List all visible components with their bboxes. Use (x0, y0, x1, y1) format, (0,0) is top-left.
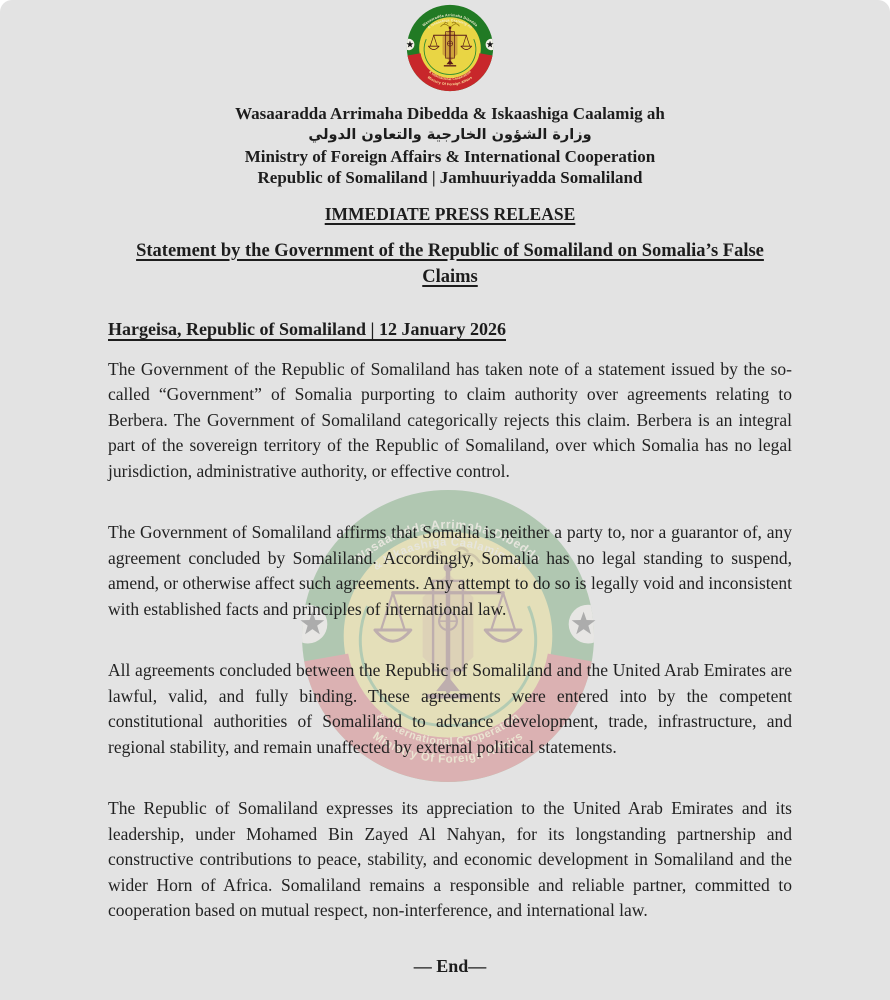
ministry-header-block (108, 103, 792, 189)
masthead (108, 4, 792, 189)
ministry-name-arabic: وزارة الشؤون الخارجية والتعاون الدولي (308, 126, 592, 143)
statement-paragraph-4: The Republic of Somaliland expresses its appreciation to the United Arab Emirates and its leadership, under Mohamed Bin Zayed Al Nahyan, for its longstanding partnership and constructive contributions to peace, stability, and economic development in Somaliland and the wider Horn of Africa. Somaliland remains a responsible and reliable partner, committed to cooperation based on mutual respect, non-interference, and international law. (108, 798, 792, 920)
ministry-name-english: Ministry of Foreign Affairs & International Cooperation (244, 146, 656, 166)
statement-paragraph-2: The Government of Somaliland affirms that Somalia is neither a party to, nor a guarantor of, any agreement concluded by Somaliland. Accordingly, Somalia has no legal standing to suspend, amend, or otherwise affect such agreements. Any attempt to do so is legally void and inconsistent with established facts and principles of international law. (108, 522, 792, 619)
republic-line: Republic of Somaliland | Jamhuuriyadda Somaliland (257, 168, 643, 187)
end-mark: — End— (413, 955, 487, 976)
ministry-name-somali: Wasaaradda Arrimaha Dibedda & Iskaashiga Caalamig ah (235, 104, 665, 123)
ministry-emblem-logo (406, 4, 494, 92)
statement-paragraph-3: All agreements concluded between the Republic of Somaliland and the United Arab Emirates are lawful, valid, and fully binding. These agreements were entered into by the competent constitutional authorities of Somaliland to advance development, trade, infrastructure, and regional stability, and remain unaffected by external political statements. (108, 660, 792, 757)
statement-title: Statement by the Government of the Republic of Somaliland on Somalia’s False Claims (136, 240, 764, 287)
press-release-kicker: IMMEDIATE PRESS RELEASE (324, 203, 576, 224)
statement-paragraph-1: The Government of the Republic of Somaliland has taken note of a statement issued by the so-called “Government” of Somalia purporting to claim authority over agreements relating to Berbera. The Government of Somaliland categorically rejects this claim. Berbera is an integral part of the sovereign territory of the Republic of Somaliland, over which Somalia has no legal jurisdiction, administrative authority, or effective control. (108, 358, 792, 481)
dateline: Hargeisa, Republic of Somaliland | 12 January 2026 (108, 318, 506, 339)
